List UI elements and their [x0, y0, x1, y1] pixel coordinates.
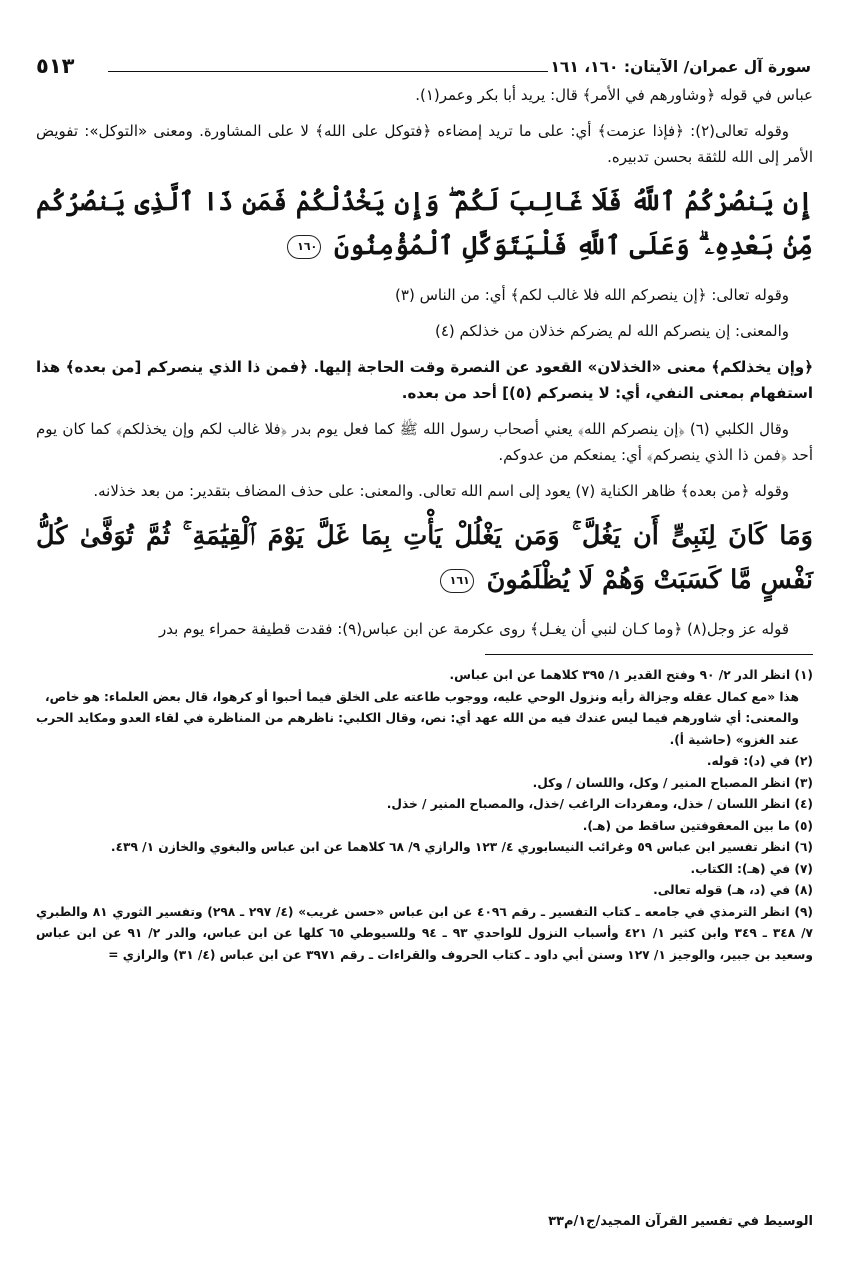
verse-text: وَمَا كَانَ لِنَبِىٍّ أَن يَغُلَّ ۚ وَمَن يَغْلُلْ يَأْتِ بِمَا غَلَّ يَوْمَ ٱلْقِيَٰمَةِ ۚ ثُمَّ تُوَفَّىٰ كُلُّ نَفْسٍ مَّا كَسَبَتْ وَهُمْ لَا يُظْلَمُونَ [36, 521, 813, 595]
main-text [36, 82, 813, 642]
footnote-note: هذا «مع كمال عقله وجزالة رأيه ونزول الوحي عليه، ووجوب طاعته على الخلق فيما أحبوا أو كرهوا، قال بعض العلماء: هو خاص، [45, 689, 799, 704]
paragraph: ﴿وإن يخذلكم﴾ معنى «الخذلان» القعود عن النصرة وقت الحاجة إليها. ﴿فمن ذا الذي ينصركم [من بعده﴾ هذا استفهام بمعنى النفي، أي: لا ينصركم (٥)] أحد من بعده. [36, 358, 813, 402]
signature-mark: الوسيط في تفسير القرآن المجيد/ج١/م٣٣ [548, 1214, 813, 1229]
ayah-number-marker: ١٦١ [440, 569, 474, 593]
ayah-number-marker: ١٦٠ [287, 235, 321, 259]
paragraph: وقوله تعالى(٢): ﴿فإذا عزمت﴾ أي: على ما تريد إمضاءه ﴿فتوكل على الله﴾ لا على المشاورة. ومعنى «التوكل»: تفويض الأمر إلى الله للثقة بحسن تدبيره. [36, 122, 813, 166]
page-number: ٥١٣ [36, 54, 75, 78]
paragraph: قوله عز وجل(٨) ﴿وما كـان لنبي أن يغـل﴾ روى عكرمة عن ابن عباس(٩): فقدت قطيفة حمراء يوم بدر [159, 620, 789, 638]
footnote-separator [485, 654, 813, 655]
page-header [36, 52, 813, 82]
footnote: (٥) ما بين المعقوفتين ساقط من (هـ). [582, 818, 813, 833]
footnote-note: والمعنى: أي شاورهم فيما ليس عندك فيه من الله عهد أي: نص، وقال الكلبي: ناظرهم من المناظرة في لقاء العدو ومكايد الحرب عند الغزو» (حاشية أ). [36, 711, 799, 747]
footnote: (٨) في (د، هـ) قوله تعالى. [653, 883, 813, 897]
verse-text: إِن يَنصُرْكُمُ ٱللَّهُ فَلَا غَالِبَ لَكُمْ ۖ وَإِن يَخْذُلْكُمْ فَمَن ذَا ٱلَّذِى يَنصُرُكُم مِّنۢ بَعْدِهِۦ ۗ وَعَلَى ٱللَّهِ فَلْيَتَوَكَّلِ ٱلْمُؤْمِنُونَ [36, 187, 813, 261]
book-page [36, 52, 813, 966]
quran-verse-160 [36, 180, 813, 268]
paragraph: عباس في قوله ﴿وشاورهم في الأمر﴾ قال: يريد أبا بكر وعمر(١). [415, 86, 813, 104]
quran-verse-161 [36, 514, 813, 602]
paragraph: وقال الكلبي (٦) ﴿إن ينصركم الله﴾ يعني أصحاب رسول الله ﷺ كما فعل يوم بدر ﴿فلا غالب لكم وإن يخذلكم﴾ كما كان يوم أحد ﴿فمن ذا الذي ينصركم﴾ أي: يمنعكم من عدوكم. [36, 420, 813, 464]
footnotes [36, 665, 813, 966]
footnote: (٩) انظر الترمذي في جامعه ـ كتاب التفسير ـ رقم ٤٠٩٦ عن ابن عباس «حسن غريب» (٤/ ٢٩٧ ـ ٢٩٨) وتفسير الثوري ٨١ والطبري ٧/ ٣٤٨ ـ ٣٤٩ وابن كثير ١/ ٤٢١ وأسباب النزول للواحدي ٩٣ ـ ٩٤ وللسيوطي ٦٥ كلها عن ابن عباس، والدر ٢/ ٩١ عن ابن عباس وسعيد بن جبير، والوجيز ١/ ١٢٧ وسنن أبي داود ـ كتاب الحروف والقراءات ـ رقم ٣٩٧١ عن ابن عباس (٤/ ٣١) والرازي = [36, 904, 813, 962]
paragraph: وقوله تعالى: ﴿إن ينصركم الله فلا غالب لكم﴾ أي: من الناس (٣) [395, 286, 789, 304]
running-title: سورة آل عمران/ الآيتان: ١٦٠، ١٦١ [550, 58, 811, 76]
footnote: (٣) انظر المصباح المنير / وكل، واللسان / وكل. [532, 775, 813, 790]
footnote: (٧) في (هـ): الكتاب. [690, 861, 813, 876]
header-rule [108, 71, 548, 72]
footnote: (٤) انظر اللسان / خذل، ومفردات الراغب /خذل، والمصباح المنير / خذل. [386, 797, 813, 811]
footnote: (٢) في (د): قوله. [706, 754, 813, 768]
footnote: (١) انظر الدر ٢/ ٩٠ وفتح القدير ١/ ٣٩٥ كلاهما عن ابن عباس. [449, 668, 813, 682]
paragraph: والمعنى: إن ينصركم الله لم يضركم خذلان من خذلكم (٤) [435, 322, 789, 340]
paragraph: وقوله ﴿من بعده﴾ ظاهر الكناية (٧) يعود إلى اسم الله تعالى. والمعنى: على حذف المضاف بتقدير: من بعد خذلانه. [93, 482, 789, 500]
footnote: (٦) انظر تفسير ابن عباس ٥٩ وغرائب النيسابوري ٤/ ١٢٣ والرازي ٩/ ٦٨ كلاهما عن ابن عباس والبغوي والخازن ١/ ٤٣٩. [110, 840, 813, 854]
